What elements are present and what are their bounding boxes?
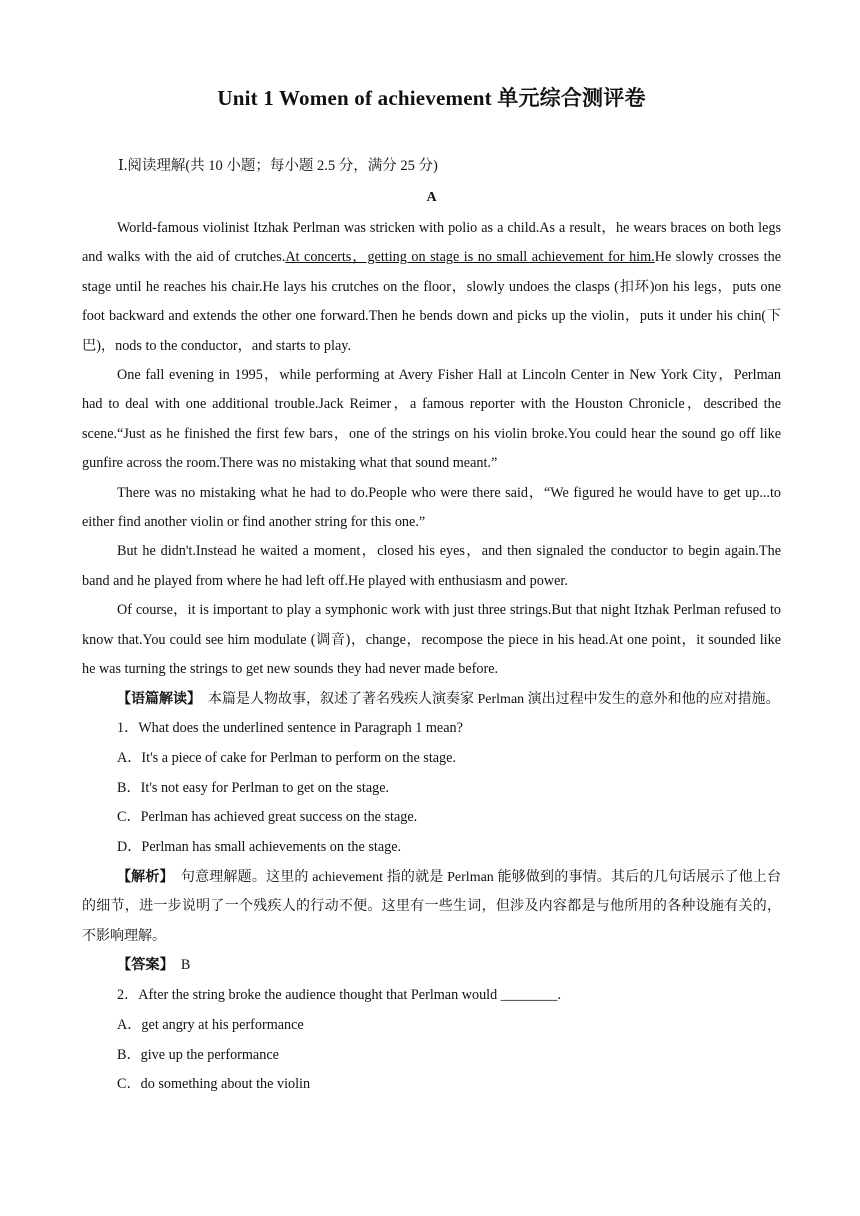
passage-paragraph-5: Of course，it is important to play a symphonic work with just three strings.But that night Itzhak Perlman refused to know that.You could see him modulate (调音)，change，recompose the piece in his head.At one point，it sounded like he was turning the strings to get new sounds they had never made before. (82, 602, 781, 678)
analysis-text: 句意理解题。这里的 achievement 指的就是 Perlman 能够做到的事情。其后的几句话展示了他上台的细节，进一步说明了一个残疾人的行动不便。这里有一些生词，但涉及内容都是与他所用的各种设施有关的，不影响理解。 (82, 869, 781, 944)
document-page (82, 82, 781, 1100)
answer-value: B (166, 957, 191, 974)
underlined-sentence: At concerts，getting on stage is no small achievement for him. (285, 249, 655, 266)
section-heading: Ⅰ.阅读理解(共 10 小题；每小题 2.5 分，满分 25 分) (118, 158, 438, 174)
question-1: 1．What does the underlined sentence in Paragraph 1 mean? (117, 719, 463, 736)
p1-text-a: World-famous violinist Itzhak Perlman was stricken with polio as a child.As a result，he wears braces on both legs and walks with the aid of crutches. (82, 220, 781, 266)
answer-label: 【答案】 (117, 957, 167, 974)
interpretation-label: 【语篇解读】 (117, 691, 194, 707)
passage-paragraph-2: One fall evening in 1995，while performing at Avery Fisher Hall at Lincoln Center in New York City，Perlman had to deal with one additional trouble.Jack Reimer，a famous reporter with the Houston Chronicle，described the scene.“Just as he finished the first few bars，one of the strings on his violin broke.You could hear the sound go off like gunfire across the room.There was no mistaking what that sound meant.” (82, 367, 781, 472)
q2-option-b: B．give up the performance (117, 1046, 279, 1063)
interpretation (82, 685, 781, 714)
interpretation-text: 本篇是人物故事，叙述了著名残疾人演奏家 Perlman 演出过程中发生的意外和他的应对措施。 (194, 691, 780, 707)
p1-text-b: He slowly crosses the stage until he reaches his chair.He lays his crutches on the floor，slowly undoes the clasps (扣环)on his legs，puts one foot backward and extends the other one forward.Then he bends down and picks up the violin，puts it under his chin(下巴)，nods to the conductor，and starts to play. (82, 249, 781, 354)
question-2: 2．After the string broke the audience thought that Perlman would ________. (117, 986, 562, 1003)
q1-option-a: A．It's a piece of cake for Perlman to perform on the stage. (117, 749, 456, 766)
q1-answer (82, 951, 781, 981)
q2-option-c: C．do something about the violin (117, 1076, 311, 1093)
passage-paragraph-4: But he didn't.Instead he waited a moment，closed his eyes，and then signaled the conductor to begin again.The band and he played from where he had left off.He played with enthusiasm and power. (82, 543, 781, 589)
passage-paragraph-3: There was no mistaking what he had to do.People who were there said，“We figured he would have to get up...to either find another violin or find another string for this one.” (82, 484, 781, 531)
document-title: Unit 1 Women of achievement 单元综合测评卷 (217, 86, 646, 110)
q1-analysis (82, 863, 781, 951)
q2-option-a: A．get angry at his performance (117, 1016, 304, 1033)
passage-label: A (426, 190, 437, 205)
q1-option-b: B．It's not easy for Perlman to get on the stage. (117, 779, 390, 796)
passage-paragraph-1 (82, 214, 781, 361)
q1-option-d: D．Perlman has small achievements on the stage. (117, 839, 402, 856)
q1-option-c: C．Perlman has achieved great success on the stage. (117, 809, 418, 826)
analysis-label: 【解析】 (117, 869, 167, 885)
